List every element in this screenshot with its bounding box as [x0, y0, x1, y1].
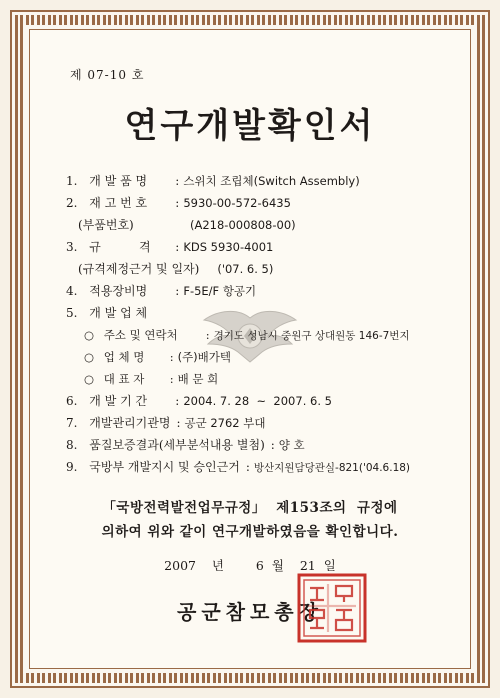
colon: :: [205, 328, 210, 342]
colon: :: [270, 438, 275, 452]
colon: :: [176, 416, 181, 430]
item-developer-ceo: [66, 370, 218, 388]
item-number: 4.: [66, 284, 78, 298]
item-stock-number: [66, 194, 291, 212]
item-label: 규 격: [89, 240, 151, 254]
item-value: 공군 2762 부대: [184, 416, 266, 430]
item-label: 개발관리기관명: [89, 416, 171, 430]
item-value: 2004. 7. 28 ~ 2007. 6. 5: [183, 394, 332, 408]
bullet: ○: [84, 328, 95, 342]
item-label: (규격제정근거 및 일자): [78, 262, 200, 276]
item-number: 3.: [66, 240, 78, 254]
item-value: F-5E/F 항공기: [183, 284, 257, 298]
item-applied-equipment: [66, 282, 256, 300]
item-label: 개 발 품 명: [89, 174, 148, 188]
item-managing-agency: [66, 414, 266, 432]
colon: :: [169, 372, 174, 386]
item-developer: [66, 304, 147, 322]
item-approval-basis: [66, 458, 410, 476]
item-value: ('07. 6. 5): [217, 262, 274, 276]
official-seal-icon: [296, 572, 368, 644]
item-label: 국방부 개발지시 및 승인근거: [89, 460, 240, 474]
colon: :: [175, 174, 180, 188]
issue-date: 2007 년 6 월 21 일: [164, 558, 336, 573]
item-label: 개 발 기 간: [89, 394, 148, 408]
item-label: 업 체 명: [103, 350, 145, 364]
item-part-number: [66, 216, 296, 234]
item-value: 5930-00-572-6435: [183, 196, 291, 210]
colon: :: [245, 460, 250, 474]
item-value: KDS 5930-4001: [183, 240, 274, 254]
item-number: 2.: [66, 196, 78, 210]
item-number: 5.: [66, 306, 78, 320]
document-number: 제 07-10 호: [70, 68, 145, 82]
item-value: (A218-000808-00): [190, 218, 296, 232]
item-value: 경기도 성남시 중원구 상대원동 146-7번지: [213, 330, 410, 342]
item-label: 대 표 자: [103, 372, 145, 386]
item-value: 양 호: [278, 438, 305, 452]
issuer-name: 공군참모총장: [177, 600, 323, 624]
item-spec-basis: [66, 260, 273, 278]
item-label: (부품번호): [78, 218, 134, 232]
item-label: 품질보증결과(세부분석내용 별첨): [89, 438, 265, 452]
item-number: 6.: [66, 394, 78, 408]
item-label: 개 발 업 체: [89, 306, 148, 320]
item-number: 8.: [66, 438, 78, 452]
bullet: ○: [84, 350, 95, 364]
item-value: (주)배가텍: [177, 350, 231, 364]
item-developer-company: [66, 348, 231, 366]
item-value: 방산지원담당관실-821('04.6.18): [253, 462, 411, 474]
document-title: 연구개발확인서: [124, 106, 376, 146]
colon: :: [175, 196, 180, 210]
item-label: 재 고 번 호: [89, 196, 148, 210]
colon: :: [175, 284, 180, 298]
item-developer-address: [66, 326, 410, 344]
item-specification: [66, 238, 273, 256]
colon: :: [175, 240, 180, 254]
colon: :: [169, 350, 174, 364]
statement-line-1: 「국방전력발전업무규정」 제153조의 규정에: [102, 500, 398, 516]
item-development-period: [66, 392, 332, 410]
item-value: 배 문 희: [177, 372, 219, 386]
item-label: 주소 및 연락처: [103, 328, 178, 342]
item-number: 1.: [66, 174, 78, 188]
item-label: 적용장비명: [89, 284, 148, 298]
item-value: 스위치 조립체(Switch Assembly): [183, 174, 360, 188]
colon: :: [175, 394, 180, 408]
item-quality-result: [66, 436, 305, 454]
item-number: 9.: [66, 460, 78, 474]
statement-line-2: 의하여 위와 같이 연구개발하였음을 확인합니다.: [101, 524, 399, 540]
bullet: ○: [84, 372, 95, 386]
item-product-name: [66, 172, 360, 190]
item-number: 7.: [66, 416, 78, 430]
